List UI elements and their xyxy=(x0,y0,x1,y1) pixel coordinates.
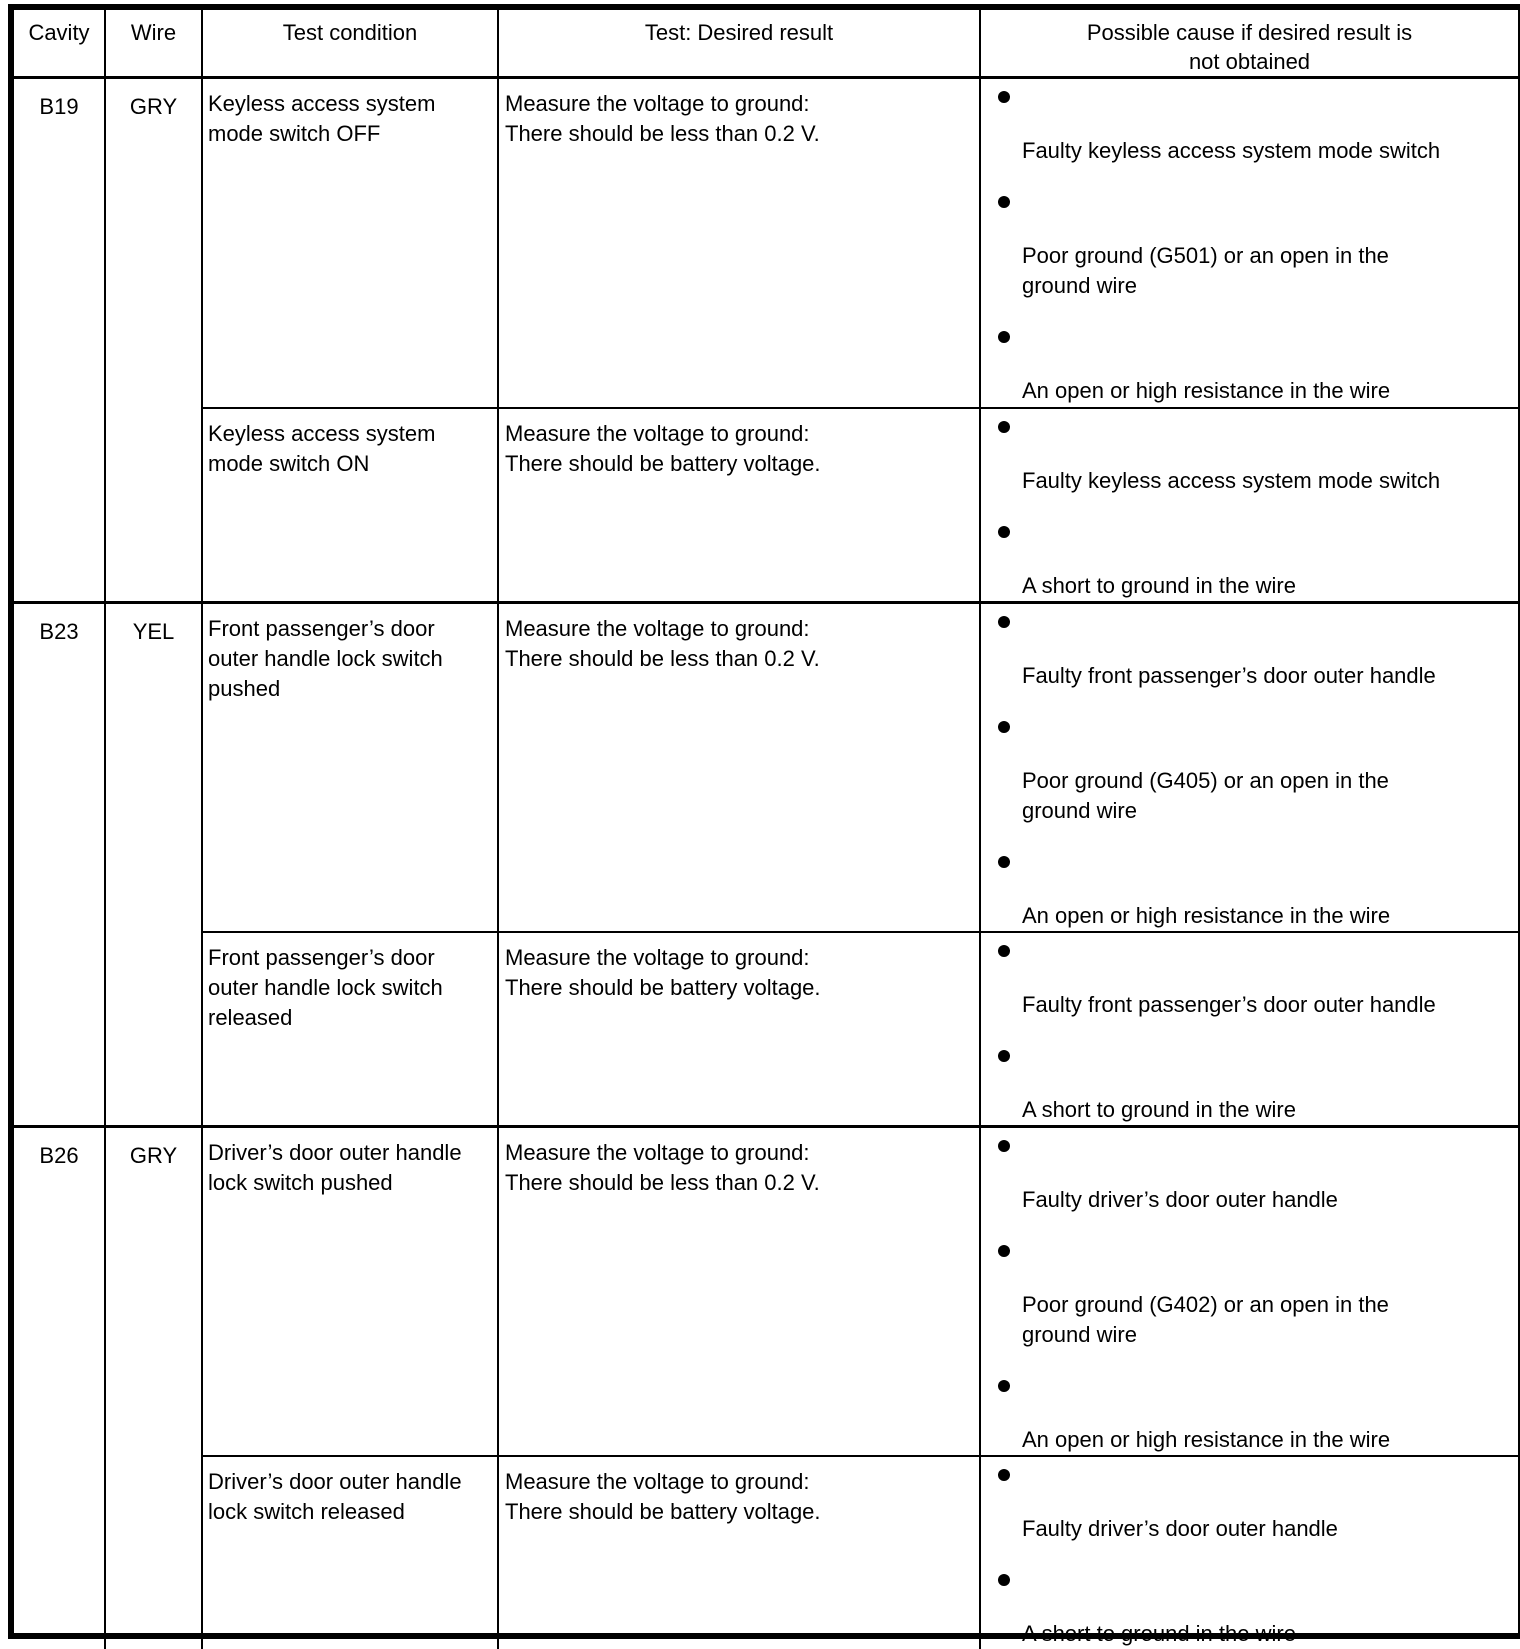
bullet-icon xyxy=(998,1380,1010,1392)
cause-text: An open or high resistance in the wire xyxy=(1022,378,1391,403)
table-row xyxy=(14,932,1518,1127)
cause-item xyxy=(981,421,1514,496)
bullet-icon xyxy=(998,721,1010,733)
cause-text: Faulty driver’s door outer handle xyxy=(1022,1516,1338,1541)
wire-cell: GRY xyxy=(105,78,202,603)
col-header-wire: Wire xyxy=(105,10,202,78)
cavity-cell: B19 xyxy=(14,78,105,603)
desired-result-cell: Measure the voltage to ground: There should be less than 0.2 V. xyxy=(498,1126,980,1456)
wire-cell: GRY xyxy=(105,1126,202,1649)
desired-result-cell: Measure the voltage to ground: There should be less than 0.2 V. xyxy=(498,78,980,408)
wire-cell: YEL xyxy=(105,602,202,1126)
bullet-icon xyxy=(998,616,1010,628)
cause-item xyxy=(981,1140,1514,1215)
cause-text: An open or high resistance in the wire xyxy=(1022,902,1391,928)
troubleshooting-table-frame xyxy=(8,4,1520,1646)
cause-item xyxy=(981,1380,1514,1455)
cause-text: Poor ground (G405) or an open in the ground wire xyxy=(1022,767,1389,823)
bullet-icon xyxy=(998,196,1010,208)
table-row xyxy=(14,602,1518,932)
desired-result-cell: Measure the voltage to ground: There should be battery voltage. xyxy=(498,932,980,1127)
troubleshooting-table xyxy=(14,10,1518,1649)
cause-item xyxy=(981,1469,1514,1544)
table-row xyxy=(14,408,1518,603)
possible-causes-cell xyxy=(980,78,1518,408)
cause-text: Faulty front passenger’s door outer handle xyxy=(1022,662,1436,688)
desired-result-cell: Measure the voltage to ground: There should be battery voltage. xyxy=(498,1456,980,1649)
bullet-icon xyxy=(998,331,1010,343)
bullet-icon xyxy=(998,856,1010,868)
cavity-cell: B23 xyxy=(14,602,105,1126)
cause-item xyxy=(981,331,1514,406)
test-condition-cell: Driver’s door outer handle lock switch pushed xyxy=(202,1126,498,1456)
bullet-icon xyxy=(998,1050,1010,1062)
bullet-icon xyxy=(998,1469,1010,1481)
bullet-icon xyxy=(998,1245,1010,1257)
cause-item xyxy=(981,91,1514,166)
bullet-icon xyxy=(998,945,1010,957)
cause-text: Faulty keyless access system mode switch xyxy=(1022,138,1441,163)
col-header-desired-result: Test: Desired result xyxy=(498,10,980,78)
desired-result-cell: Measure the voltage to ground: There should be battery voltage. xyxy=(498,408,980,603)
table-row xyxy=(14,1456,1518,1649)
test-condition-cell: Keyless access system mode switch OFF xyxy=(202,78,498,408)
cavity-cell: B26 xyxy=(14,1126,105,1649)
bullet-icon xyxy=(998,421,1010,433)
possible-causes-cell xyxy=(980,1126,1518,1456)
desired-result-cell: Measure the voltage to ground: There should be less than 0.2 V. xyxy=(498,602,980,932)
cause-item xyxy=(981,945,1514,1020)
bullet-icon xyxy=(998,1140,1010,1152)
cause-item xyxy=(981,856,1514,931)
cause-text: Poor ground (G501) or an open in the ground wire xyxy=(1022,243,1389,298)
possible-causes-cell xyxy=(980,932,1518,1127)
test-condition-cell: Front passenger’s door outer handle lock switch released xyxy=(202,932,498,1127)
cause-item xyxy=(981,721,1514,826)
cause-item xyxy=(981,1050,1514,1125)
col-header-cavity: Cavity xyxy=(14,10,105,78)
possible-cause-header-text: Possible cause if desired result is not obtained xyxy=(1086,20,1413,74)
bullet-icon xyxy=(998,526,1010,538)
col-header-test-condition: Test condition xyxy=(202,10,498,78)
test-condition-cell: Keyless access system mode switch ON xyxy=(202,408,498,603)
cause-text: A short to ground in the wire xyxy=(1022,1096,1296,1122)
cause-item xyxy=(981,526,1514,601)
table-row xyxy=(14,78,1518,408)
cause-text: A short to ground in the wire xyxy=(1022,1621,1296,1646)
bullet-icon xyxy=(998,91,1010,103)
cause-text: An open or high resistance in the wire xyxy=(1022,1426,1391,1452)
header-row xyxy=(14,10,1518,78)
cause-text: A short to ground in the wire xyxy=(1022,572,1296,598)
cause-text: Faulty keyless access system mode switch xyxy=(1022,467,1441,493)
cause-text: Faulty driver’s door outer handle xyxy=(1022,1186,1338,1212)
possible-causes-cell xyxy=(980,408,1518,603)
col-header-possible-cause xyxy=(980,10,1518,78)
test-condition-cell: Front passenger’s door outer handle lock switch pushed xyxy=(202,602,498,932)
bullet-icon xyxy=(998,1574,1010,1586)
cause-text: Faulty front passenger’s door outer handle xyxy=(1022,991,1436,1017)
possible-causes-cell xyxy=(980,602,1518,932)
table-row xyxy=(14,1126,1518,1456)
cause-item xyxy=(981,1574,1514,1649)
test-condition-cell: Driver’s door outer handle lock switch released xyxy=(202,1456,498,1649)
possible-causes-cell xyxy=(980,1456,1518,1649)
cause-item xyxy=(981,196,1514,301)
cause-item xyxy=(981,1245,1514,1350)
cause-item xyxy=(981,616,1514,691)
cause-text: Poor ground (G402) or an open in the ground wire xyxy=(1022,1291,1389,1347)
